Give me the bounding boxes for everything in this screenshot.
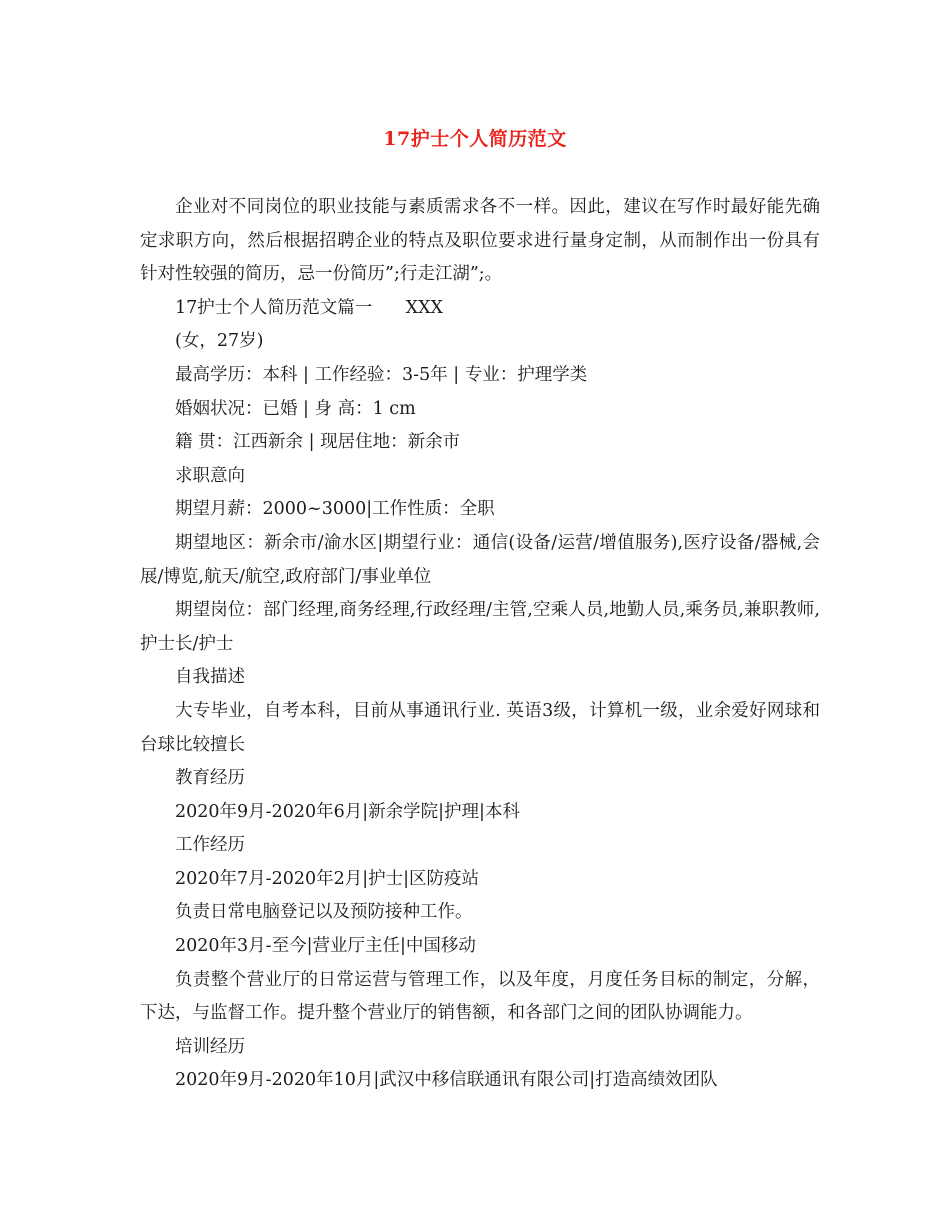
section-work: 工作经历	[175, 835, 245, 856]
hometown-residence: 籍 贯：江西新余 | 现居住地：新余市	[175, 432, 461, 453]
education-entry: 2020年9月-2020年6月|新余学院|护理|本科	[175, 801, 520, 822]
expected-region-industry: 期望地区：新余市/渝水区|期望行业：通信(设备/运营/增值服务),医疗设备/器械,会展/博览,航天/航空,政府部门/事业单位	[140, 532, 820, 587]
work-entry-2-desc: 负责整个营业厅的日常运营与管理工作，以及年度，月度任务目标的制定，分解，下达，与监督工作。提升整个营业厅的销售额，和各部门之间的团队协调能力。	[140, 969, 820, 1024]
work-entry-1: 2020年7月-2020年2月|护士|区防疫站	[175, 868, 480, 889]
gender-age: (女，27岁)	[175, 331, 264, 352]
document-title: 17护士个人简历范文	[383, 128, 567, 150]
expected-salary: 期望月薪：2000~3000|工作性质：全职	[175, 499, 495, 520]
section-self-description: 自我描述	[175, 667, 245, 688]
resume-heading: 17护士个人简历范文篇一 XXX	[175, 297, 444, 318]
education-experience-major: 最高学历：本科 | 工作经验：3-5年 | 专业：护理学类	[175, 364, 588, 385]
marital-height: 婚姻状况：已婚 | 身 高：1 cm	[175, 398, 416, 419]
paragraph-intro: 企业对不同岗位的职业技能与素质需求各不一样。因此，建议在写作时最好能先确定求职方向，然后根据招聘企业的特点及职位要求进行量身定制，从而制作出一份具有针对性较强的简历，忌一份简历”;行走江湖”;。	[140, 197, 820, 285]
document-body	[140, 191, 820, 1098]
work-entry-1-desc: 负责日常电脑登记以及预防接种工作。	[175, 902, 473, 923]
work-entry-2: 2020年3月-至今|营业厅主任|中国移动	[175, 936, 476, 957]
self-description-text: 大专毕业，自考本科，目前从事通讯行业. 英语3级，计算机一级，业余爱好网球和台球比较擅长	[140, 700, 820, 755]
section-job-intent: 求职意向	[175, 465, 245, 486]
section-education: 教育经历	[175, 768, 245, 789]
training-entry: 2020年9月-2020年10月|武汉中移信联通讯有限公司|打造高绩效团队	[175, 1070, 718, 1091]
section-training: 培训经历	[175, 1036, 245, 1057]
expected-positions: 期望岗位：部门经理,商务经理,行政经理/主管,空乘人员,地勤人员,乘务员,兼职教师,护士长/护士	[140, 600, 820, 654]
